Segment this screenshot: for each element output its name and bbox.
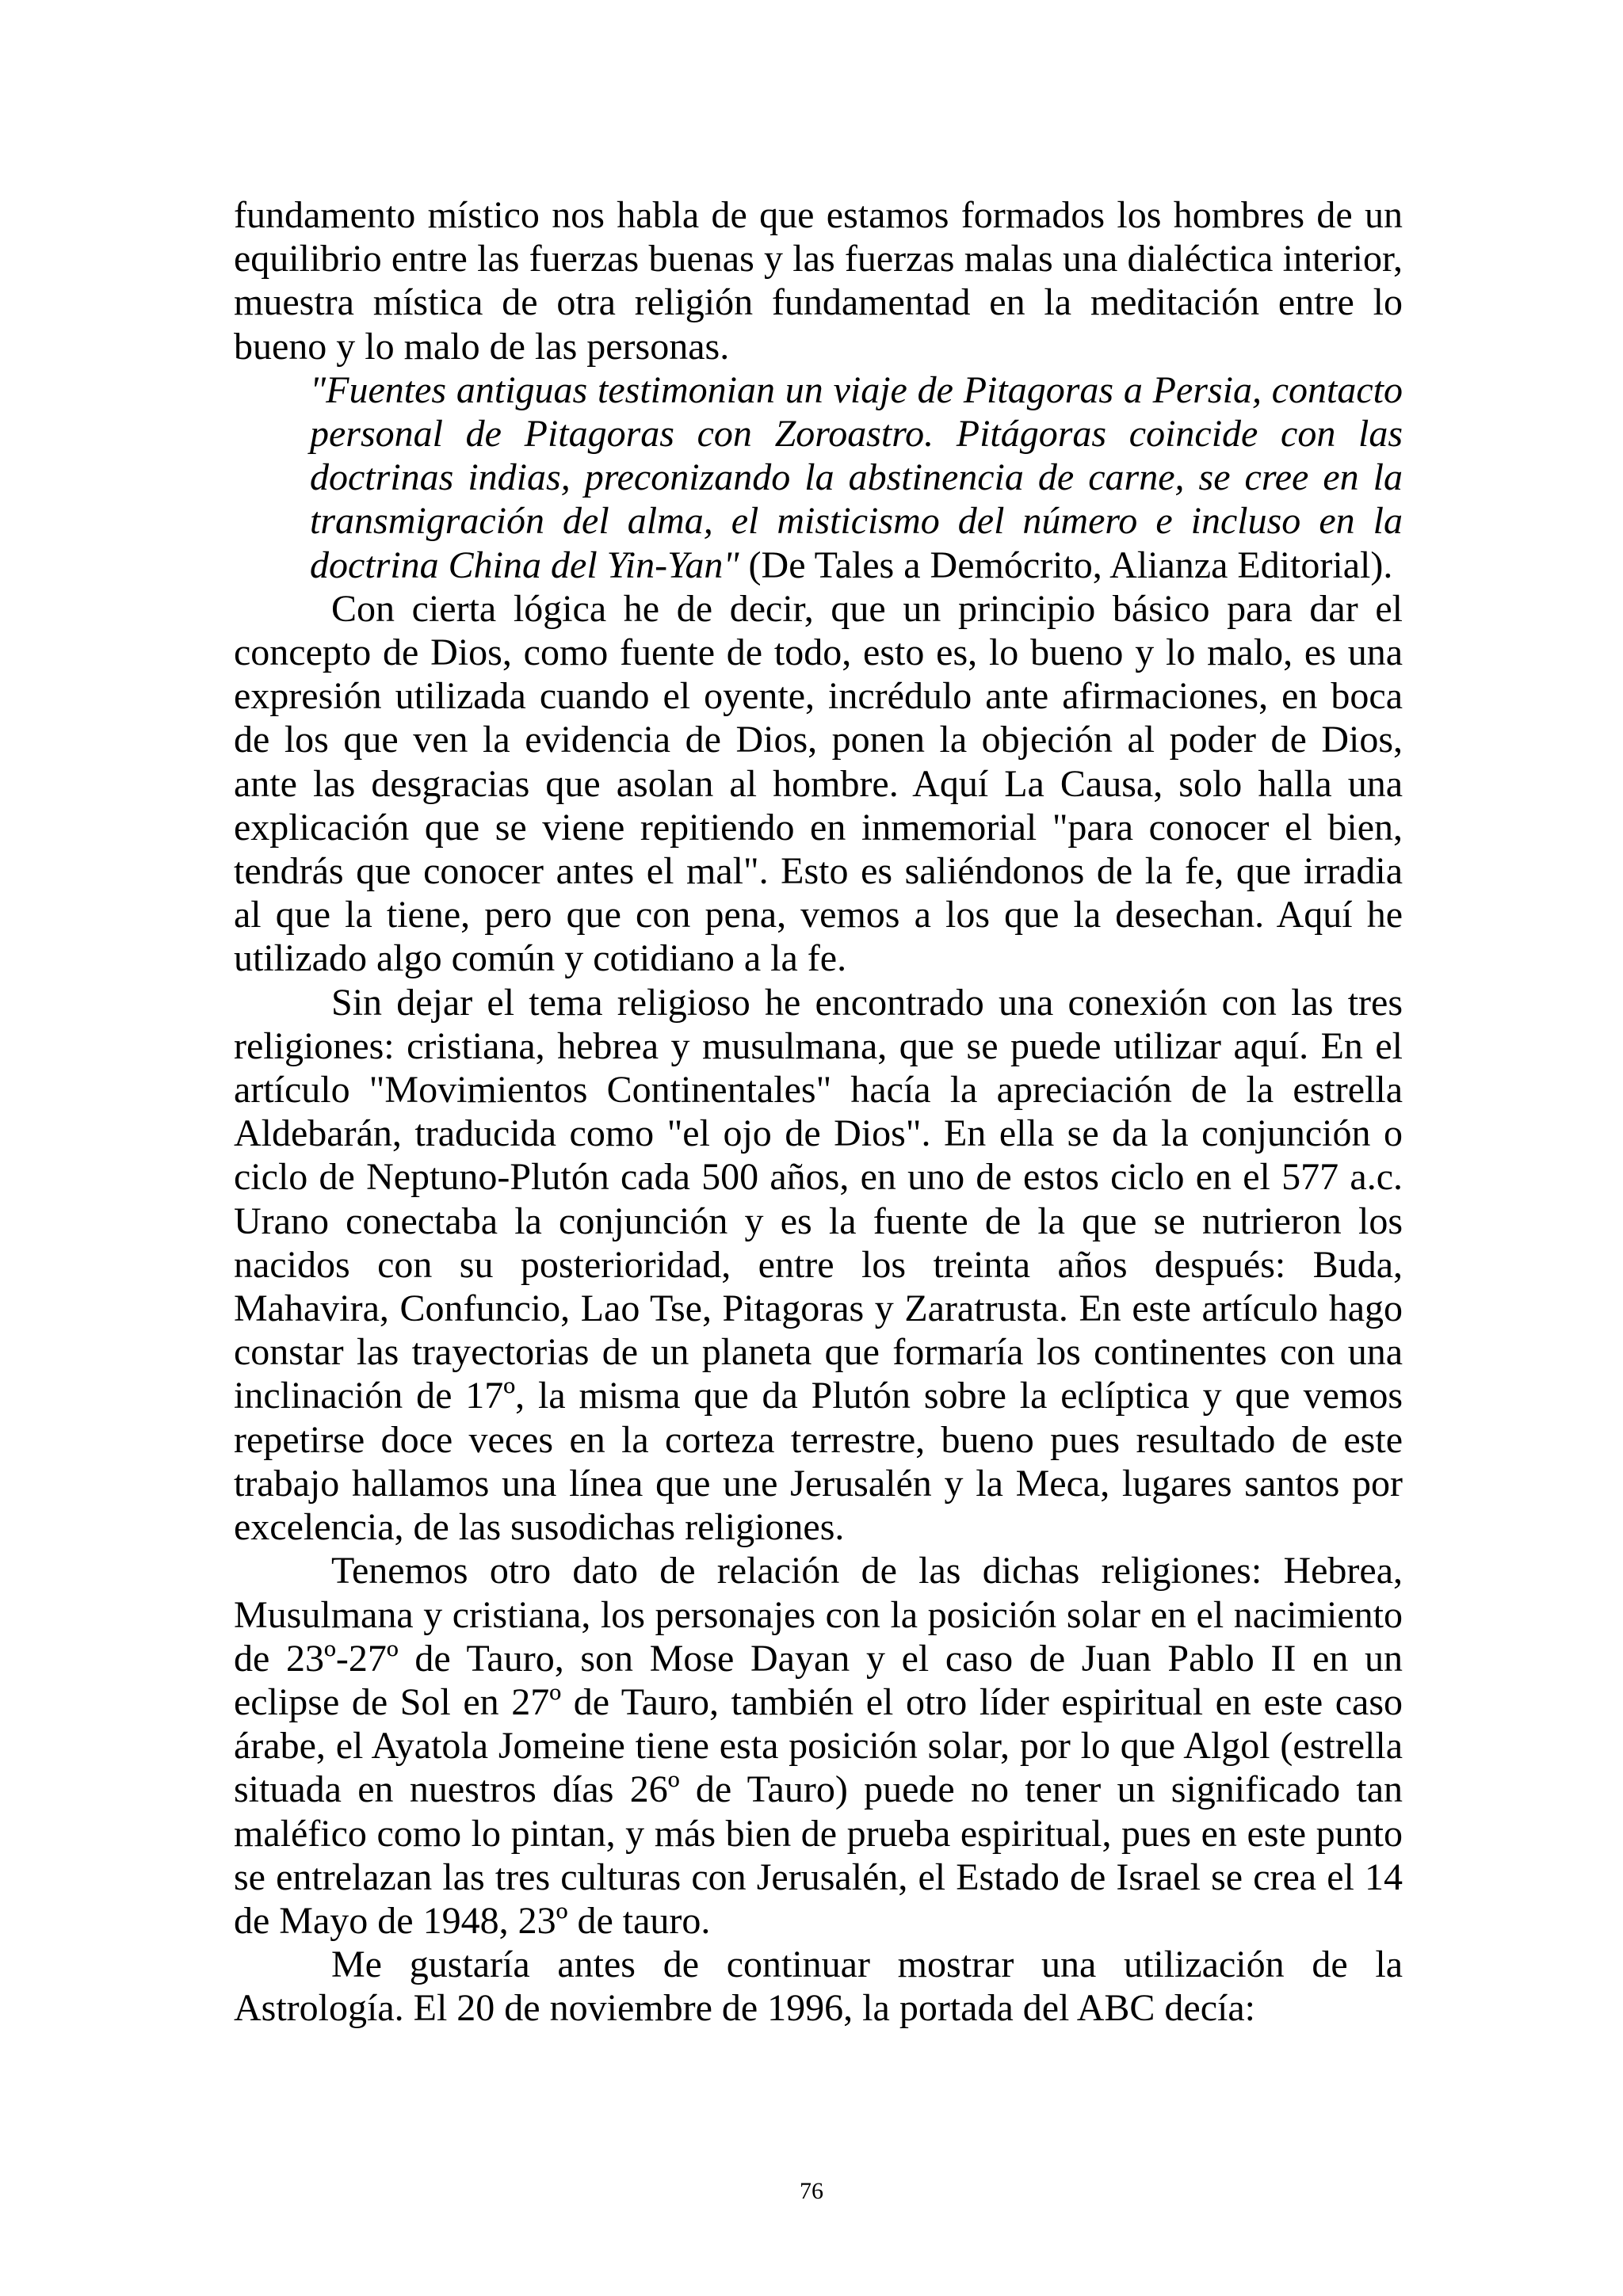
- paragraph-religions-connection: Sin dejar el tema religioso he encontrado una conexión con las tres religiones: cristiana, hebrea y musulmana, que se puede utilizar aquí. En el artículo "Movimientos Continentales" hacía la apreciación de la estrella Aldebarán, traducida como "el ojo de Dios". En ella se da la conjunción o ciclo de Neptuno-Plutón cada 500 años, en uno de estos ciclo en el 577 a.c. Urano conectaba la conjunción y es la fuente de la que se nutrieron los nacidos con su posterioridad, entre los treinta años después: Buda, Mahavira, Confuncio, Lao Tse, Pitagoras y Zaratrusta. En este artículo hago constar las trayectorias de un planeta que formaría los continentes con una inclinación de 17º, la misma que da Plutón sobre la eclíptica y que vemos repetirse doce veces en la corteza terrestre, bueno pues resultado de este trabajo hallamos una línea que une Jerusalén y la Meca, lugares santos por excelencia, de las susodichas religiones.: [234, 981, 1403, 1549]
- paragraph-intro: fundamento místico nos habla de que estamos formados los hombres de un equilibrio entre las fuerzas buenas y las fuerzas malas una dialéctica interior, muestra mística de otra religión fundamentad en la meditación entre lo bueno y lo malo de las personas.: [234, 194, 1403, 368]
- paragraph-god-concept: Con cierta lógica he de decir, que un principio básico para dar el concepto de Dios, como fuente de todo, esto es, lo bueno y lo malo, es una expresión utilizada cuando el oyente, incrédulo ante afirmaciones, en boca de los que ven la evidencia de Dios, ponen la objeción al poder de Dios, ante las desgracias que asolan al hombre. Aquí La Causa, solo halla una explicación que se viene repitiendo en inmemorial "para conocer el bien, tendrás que conocer antes el mal". Esto es saliéndonos de la fe, que irradia al que la tiene, pero que con pena, vemos a los que la desechan. Aquí he utilizado algo común y cotidiano a la fe.: [234, 587, 1403, 980]
- body-text: [234, 193, 1403, 2031]
- quote-text: "Fuentes antiguas testimonian un viaje de Pitagoras a Persia, contacto personal de Pitagoras con Zoroastro. Pitágoras coincide con las doctrinas indias, preconizando la abstinencia de carne, se cree en la transmigración del alma, el misticismo del número e incluso en la doctrina China del Yin-Yan": [310, 368, 1403, 586]
- page-number: 76: [800, 2178, 823, 2204]
- quote-citation: (De Tales a Demócrito, Alianza Editorial).: [739, 543, 1393, 586]
- paragraph-astrology-use: Me gustaría antes de continuar mostrar una utilización de la Astrología. El 20 de noviembre de 1996, la portada del ABC decía:: [234, 1943, 1403, 2030]
- block-quote: [310, 368, 1403, 587]
- paragraph-taurus-position: Tenemos otro dato de relación de las dichas religiones: Hebrea, Musulmana y cristiana, los personajes con la posición solar en el nacimiento de 23º-27º de Tauro, son Mose Dayan y el caso de Juan Pablo II en un eclipse de Sol en 27º de Tauro, también el otro líder espiritual en este caso árabe, el Ayatola Jomeine tiene esta posición solar, por lo que Algol (estrella situada en nuestros días 26º de Tauro) puede no tener un significado tan maléfico como lo pintan, y más bien de prueba espiritual, pues en este punto se entrelazan las tres culturas con Jerusalén, el Estado de Israel se crea el 14 de Mayo de 1948, 23º de tauro.: [234, 1550, 1403, 1942]
